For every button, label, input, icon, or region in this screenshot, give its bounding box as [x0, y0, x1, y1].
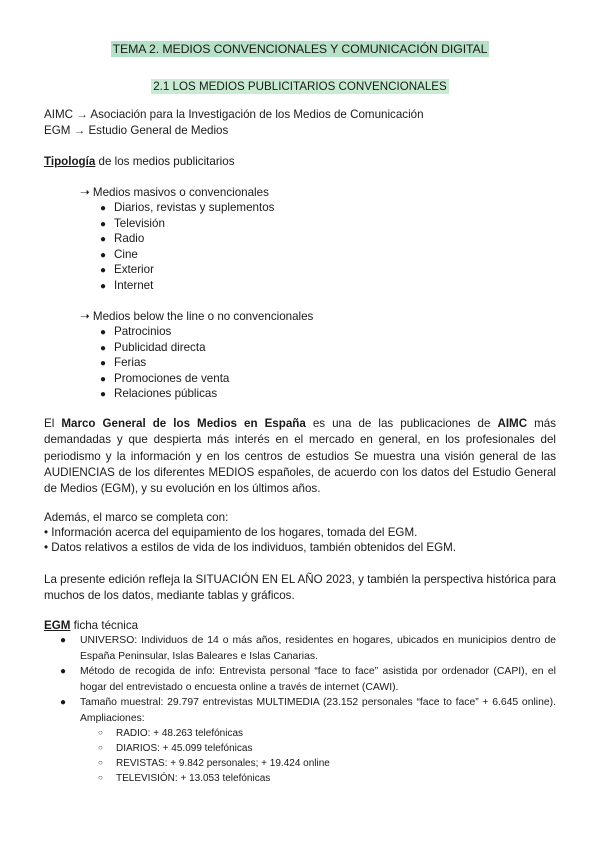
list-item: ● Internet — [100, 279, 154, 292]
tipologia-heading-bold: Tipología — [44, 155, 96, 168]
marco-paragraph: El Marco General de los Medios en España es una de las publicaciones de AIMC más demandadas y que despierta más interés en el mercado en general, en los profesionales del periodismo y la información y en los centros de estudios Se muestra una visión general de las AUDIENCIAS de los diferentes MEDIOS españoles, de acuerdo con los datos del Estudio General de Medios (EGM), y su evolución en los últimos años. — [44, 417, 557, 496]
title-container — [0, 40, 600, 58]
circle-bullet-icon: ○ — [98, 743, 103, 752]
bullet-icon: ● — [100, 281, 107, 292]
bullet-icon: ● — [60, 697, 67, 708]
bullet-icon: ● — [100, 265, 107, 276]
bullet-icon: ● — [100, 358, 107, 369]
bullet-icon: ● — [60, 666, 67, 677]
egm-item-metodo: ● Método de recogida de info: Entrevista personal “face to face” asistida por ordenador (CAPI), en el hogar del entrevistado o encuesta online a través de internet (CAWI). — [60, 666, 556, 693]
sub-list-item: ○ TELEVISIÓN: + 13.053 telefónicas — [98, 773, 271, 784]
group1-label: ➝ Medios masivos o convencionales — [80, 186, 269, 199]
bullet-icon: ● — [100, 343, 107, 354]
tipologia-heading-rest: de los medios publicitarios — [95, 155, 235, 168]
bullet-icon: ● — [100, 203, 107, 214]
section-subtitle: 2.1 LOS MEDIOS PUBLICITARIOS CONVENCIONALES — [153, 80, 447, 93]
list-item: ● Radio — [100, 232, 145, 245]
list-item: ● Publicidad directa — [100, 341, 206, 354]
circle-bullet-icon: ○ — [98, 773, 103, 782]
egm-item-universo: ● UNIVERSO: Individuos de 14 o más años, residentes en hogares, ubicados en municipios dentro de España Peninsular, Islas Baleares e Islas Canarias. — [60, 635, 556, 662]
bullet-icon: ● — [100, 327, 107, 338]
circle-bullet-icon: ○ — [98, 728, 103, 737]
acronym-aimc: AIMC → Asociación para la Investigación de los Medios de Comunicación — [44, 108, 424, 121]
bullet-icon: ● — [100, 374, 107, 385]
sub-list-item: ○ REVISTAS: + 9.842 personales; + 19.424 online — [98, 758, 330, 769]
sub-list-item: ○ RADIO: + 48.263 telefónicas — [98, 728, 244, 739]
bullet-icon: ● — [100, 234, 107, 245]
egm-item-tamano: ● Tamaño muestral: 29.797 entrevistas MULTIMEDIA (23.152 personales “face to face” + 6.645 online). Ampliaciones: — [60, 697, 556, 724]
group2-label: ➝ Medios below the line o no convencionales — [80, 310, 314, 323]
sub-list-item: ○ DIARIOS: + 45.099 telefónicas — [98, 743, 253, 754]
subtitle-container — [0, 77, 600, 95]
list-item: ● Televisión — [100, 217, 165, 230]
list-item: ● Cine — [100, 248, 138, 261]
ademas-intro: Además, el marco se completa con: — [44, 511, 229, 524]
egm-heading — [44, 619, 138, 633]
egm-heading-bold: EGM — [44, 619, 71, 632]
tipologia-heading — [44, 155, 235, 169]
document-title: TEMA 2. MEDIOS CONVENCIONALES Y COMUNICACIÓN DIGITAL — [112, 42, 488, 56]
acronym-egm: EGM → Estudio General de Medios — [44, 124, 229, 137]
circle-bullet-icon: ○ — [98, 758, 103, 767]
list-item: ● Patrocinios — [100, 325, 172, 338]
ademas-item-1: • Información acerca del equipamiento de los hogares, tomada del EGM. — [44, 526, 418, 539]
list-item: ● Promociones de venta — [100, 372, 230, 385]
bullet-icon: ● — [100, 389, 107, 400]
egm-heading-rest: ficha técnica — [70, 619, 139, 632]
edicion-paragraph: La presente edición refleja la SITUACIÓN EN EL AÑO 2023, y también la perspectiva histórica para muchos de los datos, mediante tablas y gráficos. — [44, 573, 556, 603]
list-item: ● Exterior — [100, 263, 154, 276]
list-item: ● Diarios, revistas y suplementos — [100, 201, 275, 214]
bullet-icon: ● — [60, 635, 67, 646]
bullet-icon: ● — [100, 250, 107, 261]
ademas-item-2: • Datos relativos a estilos de vida de los individuos, también obtenidos del EGM. — [44, 541, 456, 554]
bullet-icon: ● — [100, 219, 107, 230]
list-item: ● Relaciones públicas — [100, 387, 218, 400]
list-item: ● Ferias — [100, 356, 147, 369]
